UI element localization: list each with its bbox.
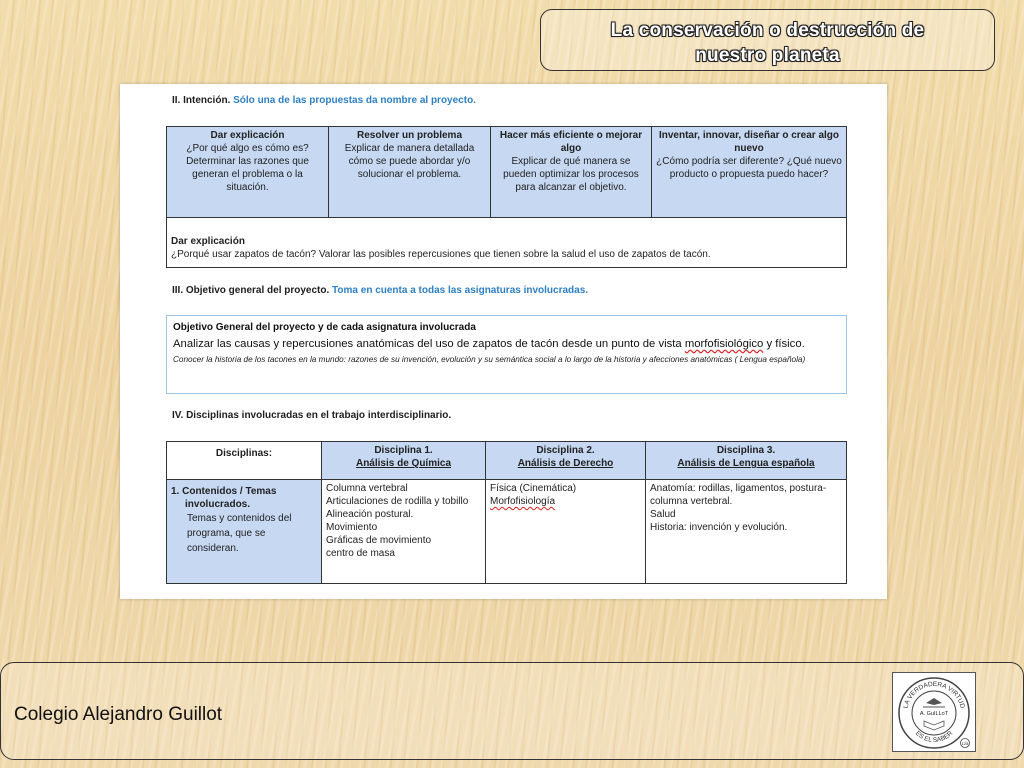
- intention-option-body: Explicar de manera detallada cómo se puede abordar y/o solucionar el problema.: [344, 143, 475, 180]
- objective-box: [166, 315, 847, 394]
- discipline-3-contents: [646, 480, 847, 584]
- intention-option-title: Hacer más eficiente o mejorar algo: [499, 130, 643, 154]
- intention-option-explain: [167, 127, 329, 218]
- discipline-header-2: [486, 442, 646, 480]
- section-intention-note: Sólo una de las propuestas da nombre al proyecto.: [233, 95, 476, 106]
- discipline-subject: Análisis de Derecho: [517, 458, 614, 469]
- school-seal-icon: [893, 673, 975, 751]
- content-line: Gráficas de movimiento: [326, 535, 432, 546]
- intention-option-title: Resolver un problema: [356, 130, 463, 141]
- intention-table: [166, 126, 847, 268]
- objective-sub: Conocer la historia de los tacones en la mundo: razones de su invención, evolución y su semántica social a lo largo de la historia y afecciones anatómicas ( Lengua española): [173, 355, 806, 364]
- objective-main: [173, 338, 840, 350]
- seal-bottom-text: ES EL SABER: [913, 729, 955, 745]
- content-line: Historia: invención y evolución.: [650, 522, 788, 533]
- contents-row-title-2: involucrados.: [185, 499, 251, 510]
- section-intention-heading: [172, 95, 476, 106]
- content-line: Salud: [650, 509, 676, 520]
- objective-main-end: y físico.: [763, 338, 805, 350]
- intention-option-title: Dar explicación: [210, 130, 285, 141]
- seal-top-text: LA VERDADERA VIRTUD: [902, 680, 966, 710]
- content-line: Articulaciones de rodilla y tobillo: [326, 496, 469, 507]
- content-line: centro de masa: [326, 548, 395, 559]
- objective-main-text: Analizar las causas y repercusiones anatómicas del uso de zapatos de tacón desde un punto de vista: [173, 338, 685, 350]
- content-line: Morfofisiología: [490, 496, 556, 507]
- seal-badge: 125: [961, 740, 969, 746]
- discipline-subject: Análisis de Lengua española: [677, 458, 815, 469]
- contents-row-title: 1. Contenidos / Temas: [171, 486, 277, 497]
- discipline-subject: Análisis de Química: [355, 458, 452, 469]
- footer-bar: [0, 662, 1024, 760]
- discipline-2-contents: [486, 480, 646, 584]
- title-box: [540, 9, 995, 71]
- intention-option-body: ¿Por qué algo es cómo es? Determinar las razones que generan el problema o la situación.: [186, 143, 309, 193]
- discipline-header-1: [322, 442, 486, 480]
- intention-option-body: ¿Cómo podría ser diferente? ¿Qué nuevo producto o propuesta puedo hacer?: [656, 156, 842, 180]
- disciplines-table: [166, 441, 847, 584]
- slide-title-line2: nuestro planeta: [695, 45, 840, 66]
- discipline-title: Disciplina 2.: [536, 445, 595, 456]
- section-objective-label: III. Objetivo general del proyecto.: [172, 285, 330, 296]
- school-logo: [892, 672, 976, 752]
- section-intention-label: II. Intención.: [172, 95, 231, 106]
- objective-heading: Objetivo General del proyecto y de cada asignatura involucrada: [173, 322, 476, 333]
- contents-row-desc: Temas y contenidos del programa, que se consideran.: [187, 513, 292, 554]
- content-line: Movimiento: [326, 522, 378, 533]
- section-objective-note: Toma en cuenta a todas las asignaturas involucradas.: [332, 285, 589, 296]
- discipline-header-3: [646, 442, 847, 480]
- intention-option-body: Explicar de qué manera se pueden optimizar los procesos para alcanzar el objetivo.: [503, 156, 639, 193]
- seal-name: A. GuILLoT: [919, 711, 949, 717]
- content-line: Física (Cinemática): [490, 483, 577, 494]
- discipline-1-contents: [322, 480, 486, 584]
- intention-option-improve: [491, 127, 652, 218]
- intention-option-invent: [652, 127, 847, 218]
- selected-intention-cell: [167, 218, 847, 268]
- contents-row-label: [167, 480, 322, 584]
- content-line: Alineación postural.: [326, 509, 414, 520]
- content-line: Anatomía: rodillas, ligamentos, postura- columna vertebral.: [650, 483, 827, 507]
- discipline-title: Disciplina 1.: [374, 445, 433, 456]
- intention-option-title: Inventar, innovar, diseñar o crear algo nuevo: [658, 130, 840, 154]
- school-name: Colegio Alejandro Guillot: [14, 704, 223, 725]
- section-objective-heading: [172, 285, 588, 296]
- slide-title: [541, 18, 994, 68]
- disciplines-corner: Disciplinas:: [167, 442, 322, 480]
- objective-main-term: morfofisiológico: [684, 338, 764, 350]
- slide-title-line1: La conservación o destrucción de: [610, 20, 925, 41]
- discipline-title: Disciplina 3.: [716, 445, 776, 456]
- content-line: Columna vertebral: [326, 483, 408, 494]
- document-image: [120, 84, 887, 599]
- intention-option-solve: [329, 127, 491, 218]
- selected-intention-title: Dar explicación: [171, 236, 245, 247]
- section-disciplines-label: IV. Disciplinas involucradas en el trabajo interdisciplinario.: [172, 410, 452, 421]
- section-disciplines-heading: [172, 410, 451, 421]
- selected-intention-body: ¿Porqué usar zapatos de tacón? Valorar las posibles repercusiones que tienen sobre la salud el uso de zapatos de tacón.: [171, 249, 711, 260]
